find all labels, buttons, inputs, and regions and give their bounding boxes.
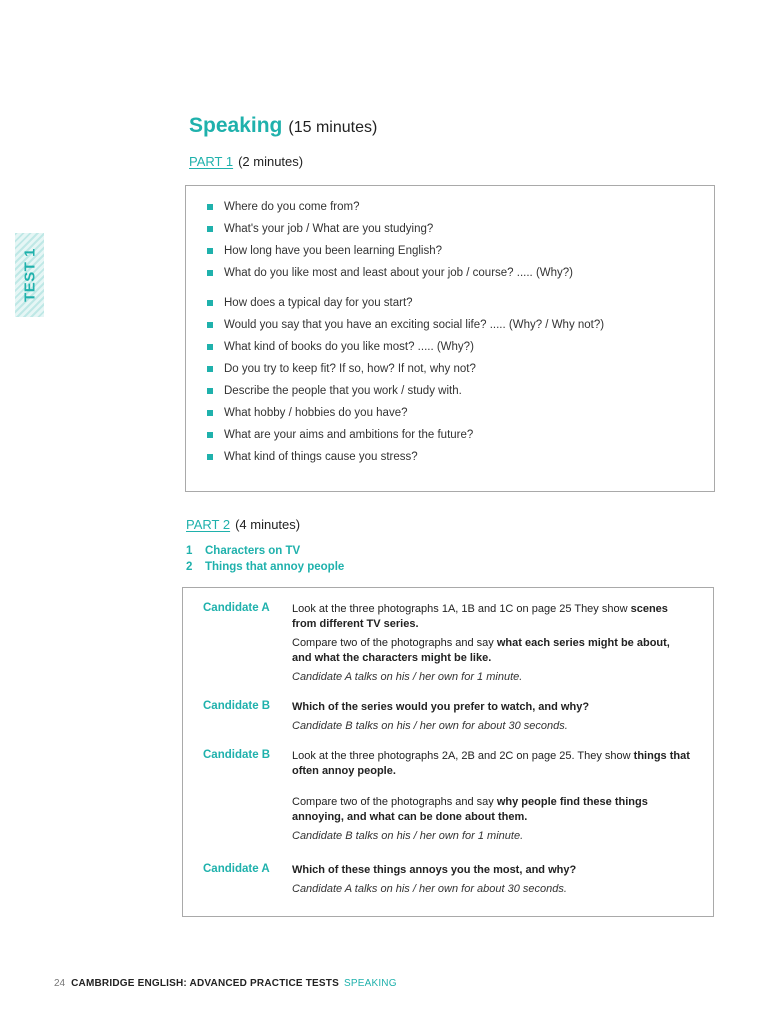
bullet-icon: [207, 248, 213, 254]
side-tab: [15, 233, 44, 317]
bullet-icon: [207, 454, 213, 460]
section-duration: (15 minutes): [288, 119, 378, 136]
task-note: Candidate A talks on his / her own for 1 minute.: [292, 671, 523, 683]
task-note: Candidate B talks on his / her own for 1 minute.: [292, 830, 524, 842]
page-title: [189, 114, 377, 138]
question-item: Where do you come from?: [206, 196, 573, 218]
question-item: What's your job / What are you studying?: [206, 218, 573, 240]
bullet-icon: [207, 204, 213, 210]
part2-heading: [186, 517, 300, 532]
bullet-icon: [207, 270, 213, 276]
question-group-1: [206, 196, 573, 284]
footer-section: SPEAKING: [343, 978, 397, 989]
task-instruction: Which of the series would you prefer to watch, and why?: [292, 701, 590, 713]
task-note: Candidate B talks on his / her own for about 30 seconds.: [292, 720, 568, 732]
task-content: [292, 749, 692, 848]
page-number: 24: [54, 978, 66, 989]
part1-duration: (2 minutes): [238, 154, 304, 169]
side-tab-label: TEST 1: [21, 248, 38, 302]
part1-heading: [189, 154, 303, 169]
bullet-icon: [207, 410, 213, 416]
part1-label: PART 1: [189, 154, 234, 169]
part2-task-box: [182, 587, 714, 917]
bullet-icon: [207, 322, 213, 328]
section-title: Speaking: [189, 114, 283, 137]
part2-topics: [186, 543, 344, 575]
task-instruction: Look at the three photographs 2A, 2B and 2C on page 25. They show things that often annoy people.: [292, 750, 690, 777]
question-item: What kind of books do you like most? ..... (Why?): [206, 336, 604, 358]
page-footer: [54, 978, 397, 989]
task-instruction: Which of these things annoys you the most, and why?: [292, 864, 577, 876]
task-note: Candidate A talks on his / her own for about 30 seconds.: [292, 883, 567, 895]
question-item: What are your aims and ambitions for the future?: [206, 424, 604, 446]
candidate-label: Candidate B: [203, 700, 271, 712]
task-instruction: Compare two of the photographs and say why people find these things annoying, and what can be done about them.: [292, 796, 648, 823]
bullet-icon: [207, 366, 213, 372]
candidate-label: Candidate B: [203, 749, 271, 761]
task-instruction: Compare two of the photographs and say what each series might be about, and what the characters might be like.: [292, 637, 670, 664]
question-item: Would you say that you have an exciting social life? ..... (Why? / Why not?): [206, 314, 604, 336]
candidate-label: Candidate A: [203, 602, 270, 614]
bullet-icon: [207, 300, 213, 306]
part1-question-box: [185, 185, 715, 492]
book-title: CAMBRIDGE ENGLISH: ADVANCED PRACTICE TESTS: [71, 978, 339, 989]
question-item: How long have you been learning English?: [206, 240, 573, 262]
bullet-icon: [207, 226, 213, 232]
bullet-icon: [207, 432, 213, 438]
question-group-2: [206, 292, 604, 468]
question-item: What do you like most and least about your job / course? ..... (Why?): [206, 262, 573, 284]
topic-item: 1 Characters on TV: [186, 545, 301, 557]
part2-duration: (4 minutes): [235, 517, 301, 532]
question-item: Do you try to keep fit? If so, how? If not, why not?: [206, 358, 604, 380]
bullet-icon: [207, 388, 213, 394]
part2-label: PART 2: [186, 517, 231, 532]
question-item: How does a typical day for you start?: [206, 292, 604, 314]
bullet-icon: [207, 344, 213, 350]
question-item: What hobby / hobbies do you have?: [206, 402, 604, 424]
topic-item: 2 Things that annoy people: [186, 561, 345, 573]
candidate-label: Candidate A: [203, 863, 270, 875]
question-item: Describe the people that you work / study with.: [206, 380, 604, 402]
task-instruction: Look at the three photographs 1A, 1B and 1C on page 25 They show scenes from different TV series.: [292, 603, 668, 630]
task-content: [292, 863, 692, 901]
task-content: [292, 700, 692, 738]
question-item: What kind of things cause you stress?: [206, 446, 604, 468]
task-content: [292, 602, 692, 689]
